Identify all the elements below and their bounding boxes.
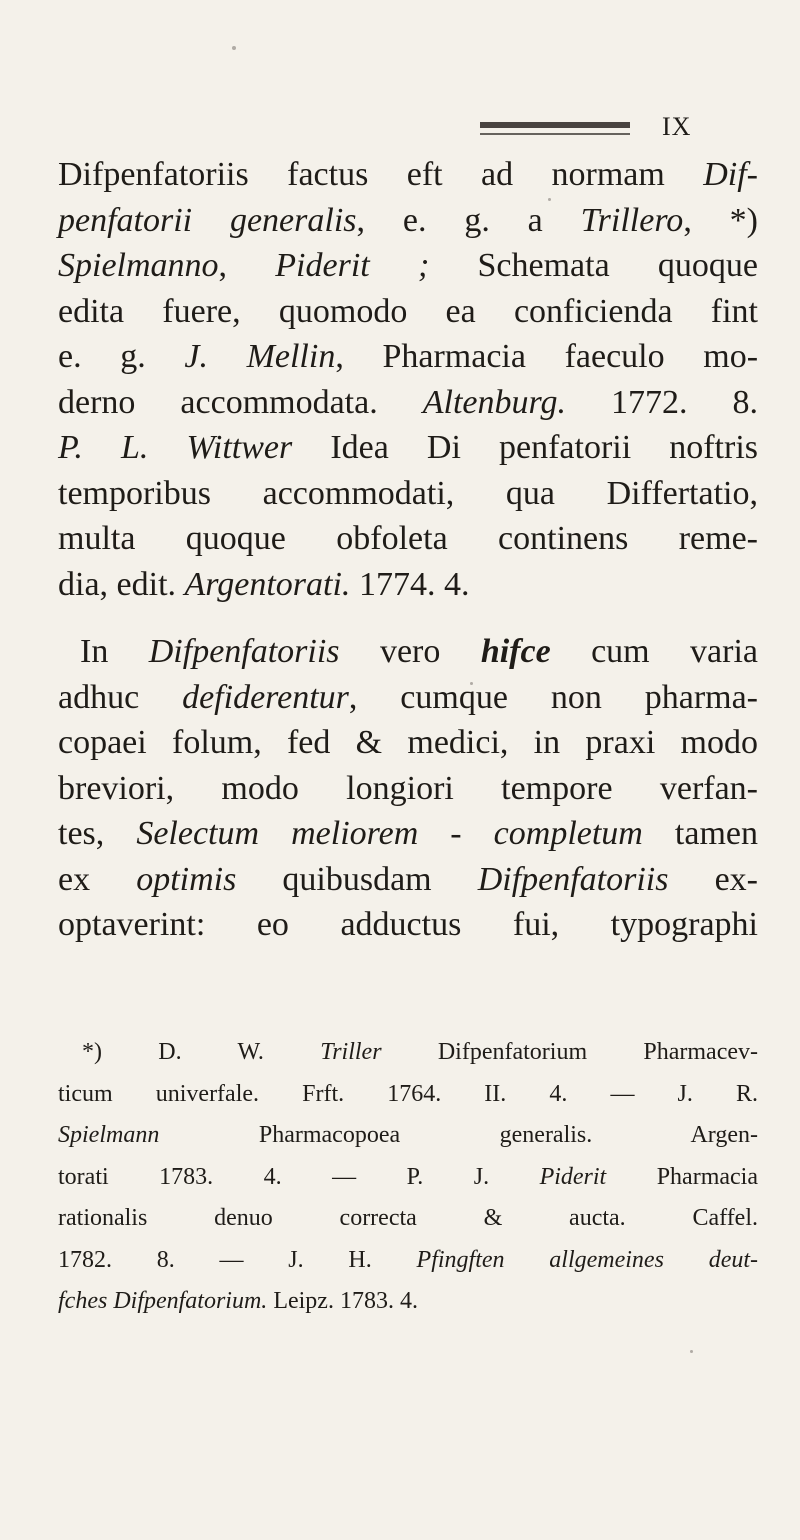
text-line: multa quoque obfoleta continens reme- [58,520,758,557]
text-line: optaverint: eo adductus fui, typographi [58,906,758,943]
text-line: adhuc defiderentur, cumque non pharma- [58,678,759,716]
paragraph-2 [58,629,758,948]
paper-speck [232,46,236,50]
footnote-line: fches Difpenfatorium. Leipz. 1783. 4. [58,1288,418,1314]
paper-speck [690,1350,693,1353]
body-text [58,152,758,948]
text-line: P. L. Wittwer Idea Di penfatorii noftris [58,429,758,466]
text-line: penfatorii generalis, e. g. a Trillero, *) [58,201,758,239]
text-line: dia, edit. Argentorati. 1774. 4. [58,565,470,603]
text-line: Spielmanno, Piderit ; Schemata quoque [58,247,758,284]
footnote-line: rationalis denuo correcta & aucta. Caffel. [58,1205,758,1231]
text-line: temporibus accommodati, qua Differtatio, [58,474,758,512]
header-rule-thin [480,133,630,135]
text-line: ex optimis quibusdam Difpenfatoriis ex- [58,860,758,898]
footnote-line: torati 1783. 4. — P. J. Piderit Pharmacia [58,1163,758,1190]
text-line: derno accommodata. Altenburg. 1772. 8. [58,383,758,421]
footnote-line: *) D. W. Triller Difpenfatorium Pharmacev- [82,1039,758,1065]
footnote-line: 1782. 8. — J. H. Pfingften allgemeines deut- [58,1246,759,1273]
header-rule [480,122,630,128]
text-line: edita fuere, quomodo ea conficienda fint [58,292,758,330]
text-line: copaei folum, fed & medici, in praxi modo [58,724,758,761]
text-line: In Difpenfatoriis vero hifce cum varia [80,633,758,670]
text-line: e. g. J. Mellin, Pharmacia faeculo mo- [58,338,759,375]
text-line: Difpenfatoriis factus eft ad normam Dif- [58,156,758,193]
footnote-line: Spielmann Pharmacopoea generalis. Argen- [58,1122,758,1148]
text-line: tes, Selectum meliorem - completum tamen [58,815,759,852]
paragraph-1 [58,152,758,607]
page-number: IX [662,112,692,141]
footnote [58,1032,758,1323]
footnote-line: ticum univerfale. Frft. 1764. II. 4. — J. R. [58,1080,758,1107]
text-line: breviori, modo longiori tempore verfan- [58,769,758,807]
